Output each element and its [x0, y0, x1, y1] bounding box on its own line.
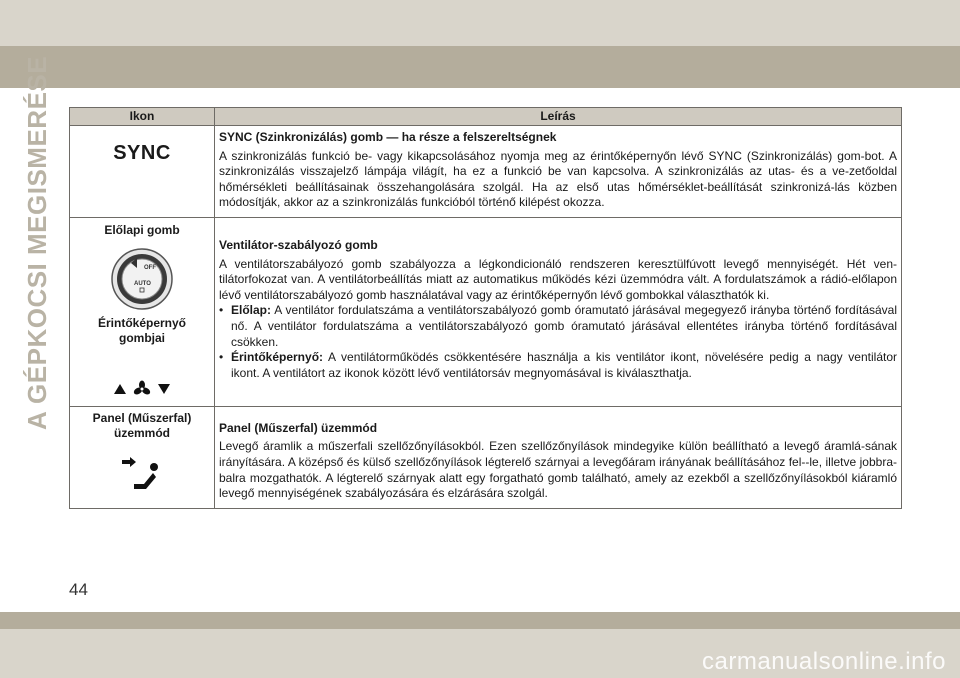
row-text: A ventilátorszabályozó gomb szabályozza a légkondicionáló rendszeren keresztülfúvott levegő mennyiségét. Hét ven-tilátorfokozat van. A ventilátorbeállítás miatt az automatikus működés kézi üzemmódra vált. A fordulatszámok a rádió-előlapon lévő ventilátorszabályozó gomb használatával vagy az érintőképernyőn lévő gombokkal választhatók ki. — [219, 256, 897, 302]
panel-mode-label: Panel (Műszerfal) üzemmód — [92, 410, 192, 441]
row-text: A szinkronizálás funkció be- vagy kikapcsolásához nyomja meg az érintőképernyőn lévő SYNC (Szinkronizálás) gom-bot. A szinkronizálás visszajelző lámpája világít, ha ez a funkció be van kapcsolva. A szinkronizálás az utas- és a ve-zetőoldal hőmérsékleti beállításainak összehangolására szolgál. Ha az első utas hőmérséklet-beállítását szinkronizá-lás közben módosítják, akkor az a szinkronizálás funkcióból történő kilépést okozza. — [219, 148, 897, 210]
front-panel-label: Előlapi gomb — [104, 222, 180, 237]
top-divider — [0, 88, 960, 89]
row-title: Ventilátor-szabályozó gomb — [219, 237, 378, 252]
header-icon: Ikon — [70, 108, 215, 126]
bottom-stripe — [0, 612, 960, 629]
table-row-panel — [70, 406, 902, 508]
description-cell — [215, 217, 902, 406]
bullet-dot: • — [219, 350, 224, 365]
top-band — [0, 0, 960, 46]
touchscreen-label: Érintőképernyő gombjai — [97, 315, 187, 346]
page-number: 44 — [69, 580, 88, 599]
bullet-dot: • — [219, 303, 224, 318]
icon-cell — [70, 406, 215, 508]
side-section-title: A GÉPKOCSI MEGISMERÉSE — [22, 55, 52, 430]
sync-icon: SYNC — [113, 142, 171, 164]
row-title: SYNC (Szinkronizálás) gomb — ha része a felszereltségnek — [219, 130, 557, 144]
icon-description-table — [69, 107, 902, 509]
header-description: Leírás — [215, 108, 902, 126]
bullet-text: A ventilátor fordulatszáma a ventilátorszabályozó gomb óramutató járásával megegyező irányba történő fordításával nő. A ventilátor fordulatszáma a ventilátorszabályozó gomb óramutató járásával ellentétes irányba történő fordításával csökken. — [231, 303, 898, 349]
knob-off-label: OFF — [144, 264, 156, 271]
top-stripe — [0, 46, 960, 88]
icon-cell — [70, 217, 215, 406]
table-header-row — [70, 108, 902, 126]
description-cell — [215, 406, 902, 508]
row-text: Levegő áramlik a műszerfali szellőzőnyílásokból. Ezen szellőzőnyílások mindegyike külön beállítható a levegő áramlá-sának irányítására. A középső és külső szellőzőnyílások légterelő szárnyai a levegőáram irányának beállításához fel--le, illetve jobbra-balra mozgathatók. A légterelő szárnyak alatt egy forgatható gomb található, amely az ezekből a szellőzőnyílásokból kiáramló levegő mennyiségének szabályozására és elzárására szolgál. — [219, 439, 897, 501]
panel-mode-icon — [120, 452, 164, 496]
bullet-label: Érintőképernyő: — [231, 350, 324, 365]
fan-speed-icon — [112, 380, 172, 396]
knob-auto-label: AUTO — [134, 280, 151, 287]
description-cell — [215, 126, 902, 218]
bullet-item — [219, 350, 897, 381]
bullet-label: Előlap: — [231, 303, 272, 318]
table-row-sync — [70, 126, 902, 218]
table-row-fan — [70, 217, 902, 406]
watermark: carmanualsonline.info — [702, 648, 946, 675]
bullet-item — [219, 303, 897, 350]
fan-knob-icon — [110, 247, 174, 311]
icon-cell — [70, 126, 215, 218]
bullet-text: A ventilátorműködés csökkentésére használja a kis ventilátor ikont, növelésére pedig a nagy ventilátor ikont. A ventilátort az ikonok között lévő ventilátorsáv megnyomásával is kiválaszthatja. — [231, 350, 897, 380]
row-title: Panel (Műszerfal) üzemmód — [219, 420, 378, 435]
